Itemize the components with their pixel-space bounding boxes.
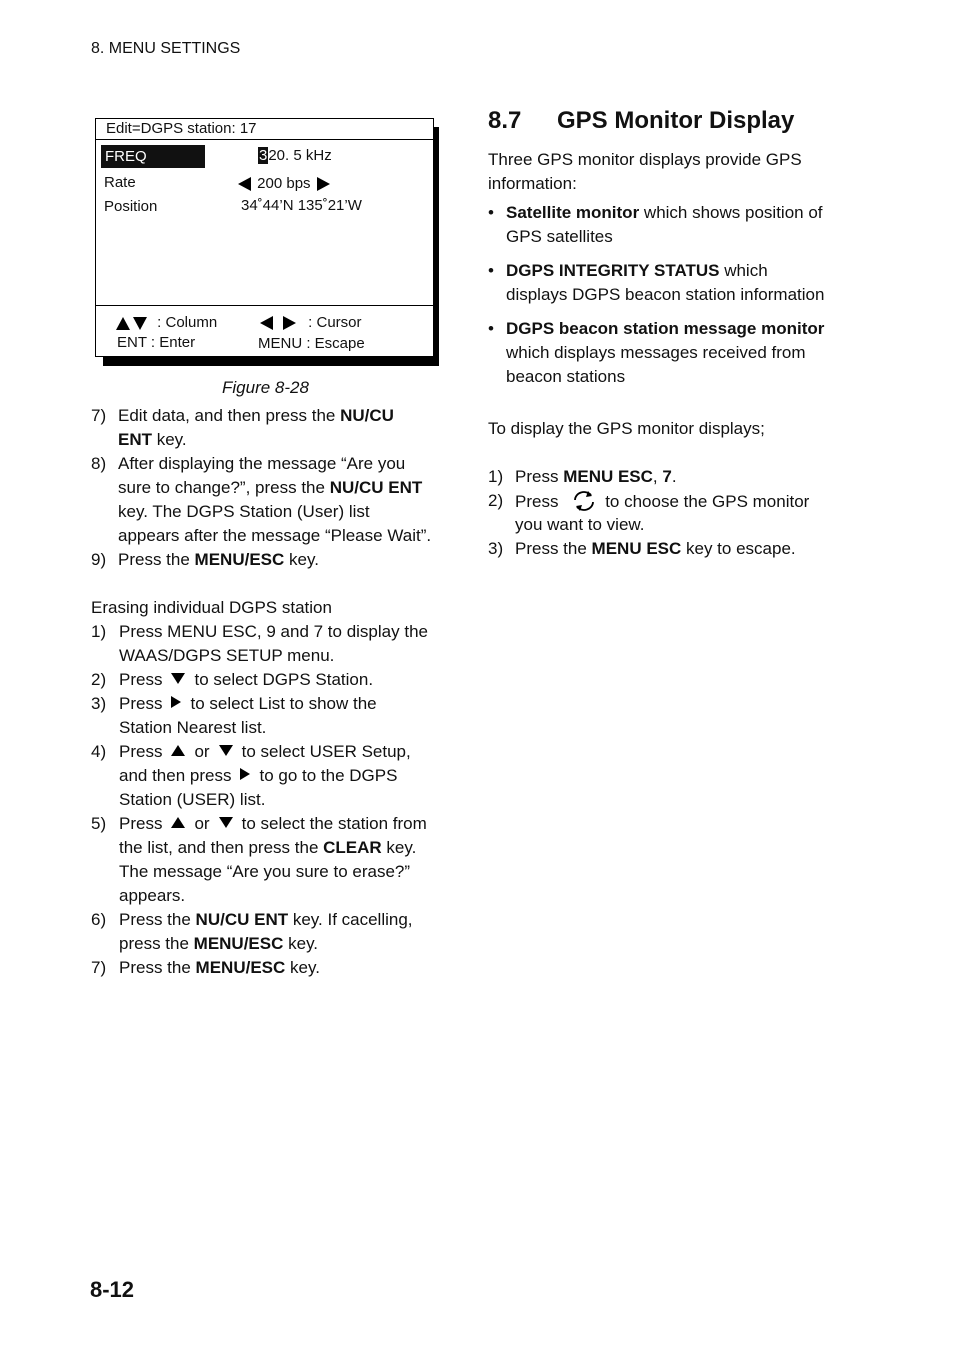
up-arrow-icon: [171, 817, 185, 828]
figure-caption: Figure 8-28: [222, 378, 309, 397]
bullet-dgps-integrity: • DGPS INTEGRITY STATUS which displays DGPS beacon station information: [488, 261, 825, 304]
display-steps: [488, 465, 868, 561]
position-label: Position: [104, 198, 158, 215]
column-hint: [116, 314, 217, 331]
freq-value-row: [258, 147, 332, 164]
position-value: 34˚44’N 135˚21’W: [241, 197, 362, 214]
running-header: 8. MENU SETTINGS: [91, 40, 241, 57]
down-arrow-icon: [219, 817, 233, 828]
erasing-section: [91, 596, 461, 980]
erasing-heading: Erasing individual DGPS station: [91, 598, 332, 617]
intro-line-2: information:: [488, 174, 577, 193]
bullet-list: [488, 201, 868, 389]
bullet-beacon-message: • DGPS beacon station message monitor which displays messages received from beacon stations: [488, 319, 825, 386]
bullet-dot: •: [488, 261, 494, 280]
freq-label: FREQ: [101, 145, 205, 168]
down-arrow-icon: [171, 673, 185, 684]
figure-title: Edit=DGPS station: 17: [96, 119, 433, 140]
section-number: 8.7: [488, 107, 522, 134]
escape-hint: MENU : Escape: [258, 335, 365, 352]
erase-step-4: 4) Press or to select USER Setup, and then press to go to the DGPS Station (USER) list.: [91, 742, 411, 809]
arrow-down-icon: [133, 317, 147, 330]
to-display: To display the GPS monitor displays;: [488, 419, 765, 438]
erase-step-2: 2) Press to select DGPS Station.: [91, 670, 374, 689]
freq-cursor: 3: [259, 147, 268, 164]
step-9: 9) Press the MENU/ESC key.: [91, 550, 319, 569]
rate-value: 200 bps: [257, 175, 311, 192]
arrow-up-icon: [116, 317, 130, 330]
erase-step-5: 5) Press or to select the station from the list, and then press the CLEAR key. The message “Are you sure to erase?” appears.: [91, 814, 427, 905]
steps-7-9: [91, 404, 451, 572]
section-body: [488, 148, 868, 196]
display-step-1: 1) Press MENU ESC, 7.: [488, 467, 677, 486]
step-8: 8) After displaying the message “Are you sure to change?”, press the NU/CU ENT key. The DGPS Station (User) list appears after the message “Please Wait”.: [91, 454, 432, 545]
figure-footer: [96, 305, 433, 358]
cycle-arrows-icon: [571, 489, 597, 513]
erase-step-3: 3) Press to select List to show the Station Nearest list.: [91, 694, 377, 737]
arrow-left-icon: [260, 316, 273, 330]
rate-label: Rate: [104, 174, 136, 191]
bullet-satellite-monitor: • Satellite monitor which shows position of GPS satellites: [488, 203, 823, 246]
figure-screen: [95, 118, 434, 357]
column-hint-text: : Column: [157, 314, 218, 331]
section-title: [488, 107, 794, 135]
up-arrow-icon: [171, 745, 185, 756]
cursor-hint: [260, 314, 362, 331]
display-step-2: 2) Press to choose the GPS monitor you want to view.: [488, 491, 810, 534]
erase-step-7: 7) Press the MENU/ESC key.: [91, 958, 320, 977]
step-7: 7) Edit data, and then press the NU/CU ENT key.: [91, 406, 394, 449]
bullet-dot: •: [488, 203, 494, 222]
right-arrow-icon: [171, 696, 181, 708]
enter-hint: ENT : Enter: [117, 334, 196, 351]
right-arrow-icon: [240, 768, 250, 780]
page-number: 8-12: [90, 1277, 135, 1302]
rate-value-row: [238, 175, 330, 192]
down-arrow-icon: [219, 745, 233, 756]
erase-step-6: 6) Press the NU/CU ENT key. If cacelling, press the MENU/ESC key.: [91, 910, 413, 953]
section-title-text: GPS Monitor Display: [557, 107, 795, 134]
erase-step-1: 1) Press MENU ESC, 9 and 7 to display the WAAS/DGPS SETUP menu.: [91, 622, 428, 665]
freq-value: 20. 5 kHz: [268, 147, 332, 164]
arrow-right-icon: [283, 316, 296, 330]
arrow-right-icon: [317, 177, 330, 191]
cursor-hint-text: : Cursor: [308, 314, 362, 331]
arrow-left-icon: [238, 177, 251, 191]
display-step-3: 3) Press the MENU ESC key to escape.: [488, 539, 796, 558]
bullet-dot: •: [488, 319, 494, 338]
intro-line-1: Three GPS monitor displays provide GPS: [488, 150, 802, 169]
